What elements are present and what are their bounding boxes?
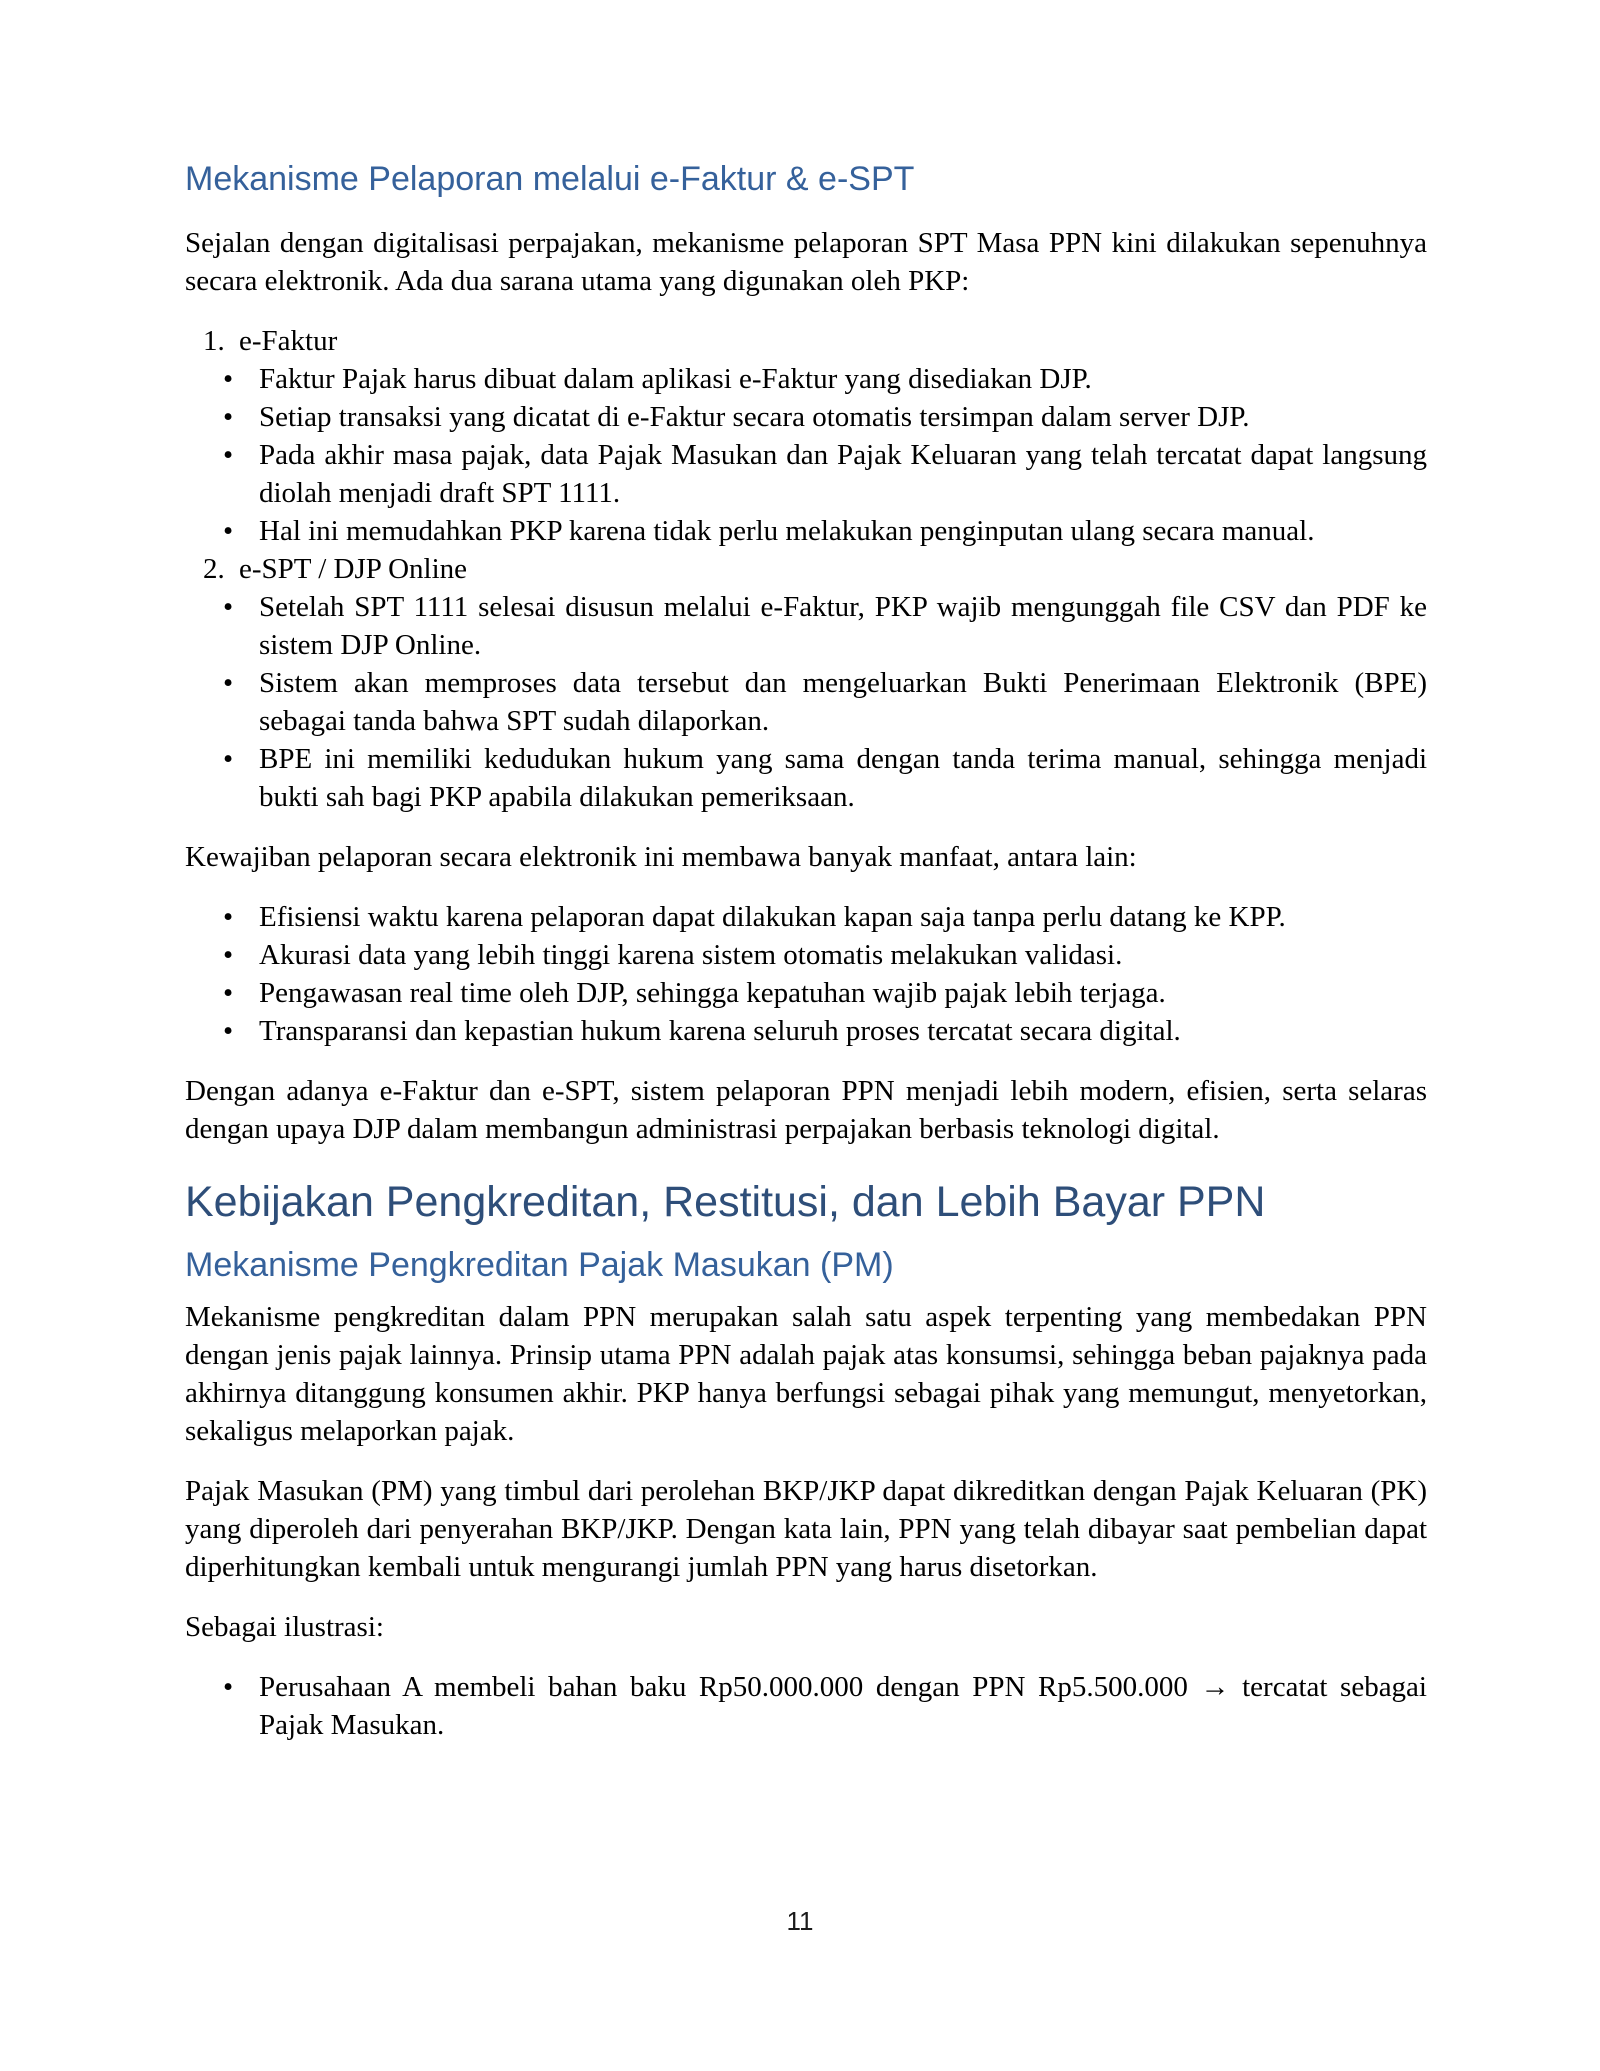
page-number: 11 — [786, 1906, 814, 1936]
list-item — [185, 512, 1427, 550]
heading-reporting: Mekanisme Pelaporan melalui e-Faktur & e-SPT — [185, 160, 915, 198]
bullet-icon: • — [223, 591, 234, 623]
list-item — [185, 1012, 1427, 1050]
number-marker: 2. — [203, 553, 225, 585]
bullet-icon: • — [223, 1671, 234, 1703]
bullet-icon: • — [223, 939, 234, 971]
list-item — [185, 436, 1427, 512]
paragraph-credit-detail: Pajak Masukan (PM) yang timbul dari perolehan BKP/JKP dapat dikreditkan dengan Pajak Keluaran (PK) yang diperoleh dari penyerahan BKP/JKP. Dengan kata lain, PPN yang telah dibayar saat pembelian dapat diperhitungkan kembali untuk mengurangi jumlah PPN yang harus disetorkan. — [185, 1475, 1427, 1583]
list-item-text: Efisiensi waktu karena pelaporan dapat dilakukan kapan saja tanpa perlu datang ke KPP. — [259, 901, 1286, 933]
illustration-list — [185, 1668, 1427, 1744]
list-item-text: Perusahaan A membeli bahan baku Rp50.000.000 dengan PPN Rp5.500.000 → tercatat sebagai Pajak Masukan. — [259, 1671, 1427, 1741]
bullet-icon: • — [223, 977, 234, 1009]
list-item — [185, 898, 1427, 936]
numbered-list — [185, 322, 1427, 816]
bullet-icon: • — [223, 401, 234, 433]
heading-credit-mechanism: Mekanisme Pengkreditan Pajak Masukan (PM) — [185, 1246, 894, 1284]
list-item — [185, 740, 1427, 816]
paragraph-intro: Sejalan dengan digitalisasi perpajakan, mekanisme pelaporan SPT Masa PPN kini dilakukan sepenuhnya secara elektronik. Ada dua sarana utama yang digunakan oleh PKP: — [185, 227, 1427, 297]
list-item — [185, 398, 1427, 436]
bullet-icon: • — [223, 667, 234, 699]
bullet-icon: • — [223, 363, 234, 395]
list-item-text: Faktur Pajak harus dibuat dalam aplikasi e-Faktur yang disediakan DJP. — [259, 363, 1092, 395]
paragraph-illustration-intro: Sebagai ilustrasi: — [185, 1611, 384, 1643]
paragraph-credit-intro: Mekanisme pengkreditan dalam PPN merupakan salah satu aspek terpenting yang membedakan PPN dengan jenis pajak lainnya. Prinsip utama PPN adalah pajak atas konsumsi, sehingga beban pajaknya pada akhirnya ditanggung konsumen akhir. PKP hanya berfungsi sebagai pihak yang memungut, menyetorkan, sekaligus melaporkan pajak. — [185, 1301, 1427, 1447]
numbered-item — [185, 550, 1427, 588]
list-item — [185, 664, 1427, 740]
number-marker: 1. — [203, 325, 225, 357]
list-item-text: Setelah SPT 1111 selesai disusun melalui e-Faktur, PKP wajib mengunggah file CSV dan PDF ke sistem DJP Online. — [259, 591, 1427, 661]
bullet-icon: • — [223, 901, 234, 933]
list-item-text: Transparansi dan kepastian hukum karena seluruh proses tercatat secara digital. — [259, 1015, 1181, 1047]
numbered-item-title: e-Faktur — [239, 325, 338, 357]
list-item — [185, 360, 1427, 398]
list-item-text: Hal ini memudahkan PKP karena tidak perlu melakukan penginputan ulang secara manual. — [259, 515, 1315, 547]
list-item — [185, 974, 1427, 1012]
bullet-icon: • — [223, 515, 234, 547]
list-item-text: BPE ini memiliki kedudukan hukum yang sama dengan tanda terima manual, sehingga menjadi bukti sah bagi PKP apabila dilakukan pemeriksaan. — [259, 743, 1427, 813]
list-item — [185, 1668, 1427, 1744]
list-item — [185, 588, 1427, 664]
numbered-item-title: e-SPT / DJP Online — [239, 553, 467, 585]
paragraph-closing: Dengan adanya e-Faktur dan e-SPT, sistem pelaporan PPN menjadi lebih modern, efisien, serta selaras dengan upaya DJP dalam membangun administrasi perpajakan berbasis teknologi digital. — [185, 1075, 1427, 1145]
heading-credit-policy: Kebijakan Pengkreditan, Restitusi, dan Lebih Bayar PPN — [185, 1178, 1266, 1226]
benefits-list — [185, 898, 1427, 1050]
list-item-text: Akurasi data yang lebih tinggi karena sistem otomatis melakukan validasi. — [259, 939, 1123, 971]
paragraph-benefits-intro: Kewajiban pelaporan secara elektronik ini membawa banyak manfaat, antara lain: — [185, 841, 1137, 873]
bullet-icon: • — [223, 439, 234, 471]
list-item — [185, 936, 1427, 974]
list-item-text: Sistem akan memproses data tersebut dan mengeluarkan Bukti Penerimaan Elektronik (BPE) sebagai tanda bahwa SPT sudah dilaporkan. — [259, 667, 1427, 737]
list-item-text: Pada akhir masa pajak, data Pajak Masukan dan Pajak Keluaran yang telah tercatat dapat langsung diolah menjadi draft SPT 1111. — [259, 439, 1427, 509]
numbered-item — [185, 322, 1427, 360]
list-item-text: Setiap transaksi yang dicatat di e-Faktur secara otomatis tersimpan dalam server DJP. — [259, 401, 1250, 433]
document-content — [185, 158, 1427, 1766]
bullet-icon: • — [223, 1015, 234, 1047]
bullet-icon: • — [223, 743, 234, 775]
list-item-text: Pengawasan real time oleh DJP, sehingga kepatuhan wajib pajak lebih terjaga. — [259, 977, 1166, 1009]
